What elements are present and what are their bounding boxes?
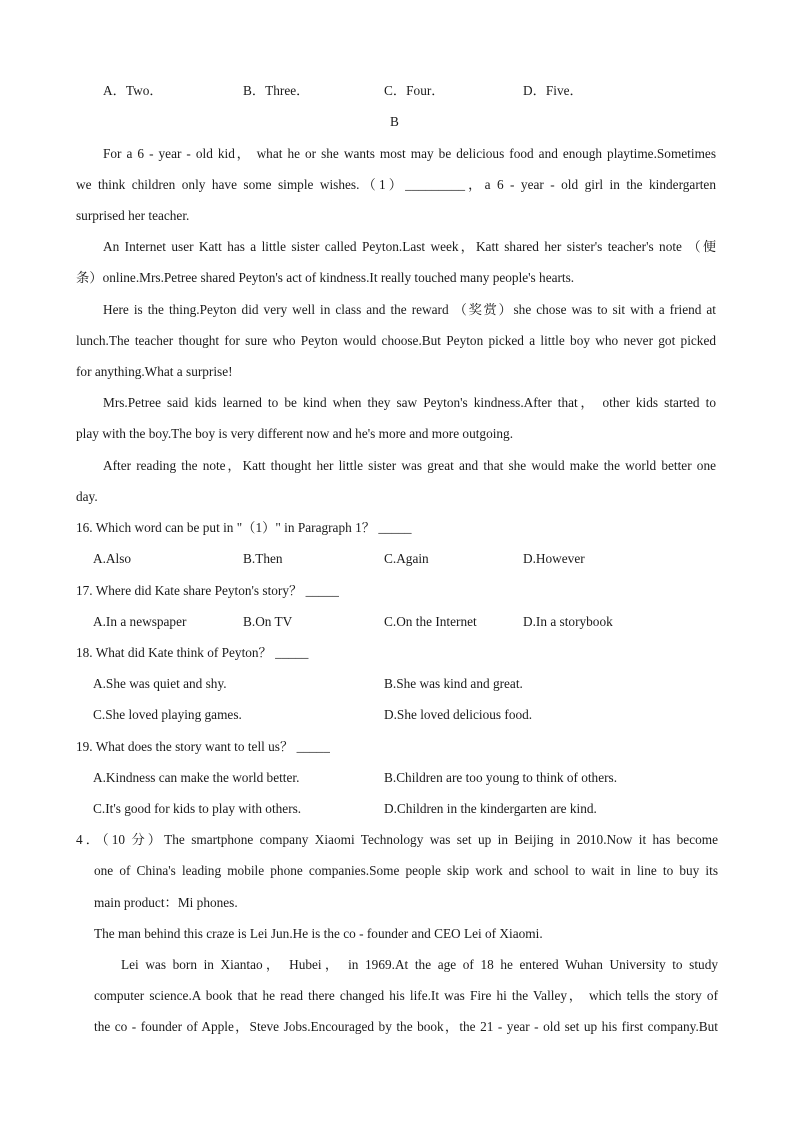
passage-line: The man behind this craze is Lei Jun.He is the co - founder and CEO Lei of Xiaomi.: [94, 926, 543, 941]
passage-line: we think children only have some simple wishes.（1）_________，a 6 - year - old girl in the kindergarten: [76, 177, 716, 192]
passage-line: After reading the note，Katt thought her little sister was great and that she would make the world better one: [103, 458, 716, 473]
passage-line: computer science.A book that he read there changed his life.It was Fire hi the Valley， which tells the story of: [94, 988, 718, 1003]
answer-option: D.Children in the kindergarten are kind.: [384, 801, 597, 816]
passage-line: the co - founder of Apple，Steve Jobs.Encouraged by the book，the 21 - year - old set up his first company.But: [94, 1019, 718, 1034]
passage-line: For a 6 - year - old kid， what he or she wants most may be delicious food and enough playtime.Sometimes: [103, 146, 716, 161]
q15-option-a: A．Two．: [103, 83, 163, 98]
answer-option: B.Children are too young to think of others.: [384, 770, 618, 785]
passage-line: Here is the thing.Peyton did very well in class and the reward （奖赏）she chose was to sit with a friend at: [103, 302, 716, 317]
q15-option-b: B．Three．: [243, 83, 310, 98]
question-stem: 18. What did Kate think of Peyton？ _____: [76, 645, 309, 660]
passage-line: for anything.What a surprise!: [76, 364, 233, 379]
answer-option: D.However: [523, 551, 585, 566]
answer-option: A.In a newspaper: [93, 614, 187, 629]
passage-line: An Internet user Katt has a little sister called Peyton.Last week，Katt shared her sister's teacher's note （便: [103, 239, 716, 254]
q15-option-d: D．Five．: [523, 83, 583, 98]
passage-line: Lei was born in Xiantao， Hubei， in 1969.At the age of 18 he entered Wuhan University to study: [121, 957, 718, 972]
answer-option: A.Also: [93, 551, 132, 566]
answer-option: D.In a storybook: [523, 614, 613, 629]
passage-line: Mrs.Petree said kids learned to be kind when they saw Peyton's kindness.After that， other kids started to: [103, 395, 716, 410]
answer-option: B.She was kind and great.: [384, 676, 523, 691]
passage-line: day.: [76, 489, 98, 504]
answer-option: A.She was quiet and shy.: [93, 676, 227, 691]
answer-option: C.It's good for kids to play with others.: [93, 801, 302, 816]
question-stem: 19. What does the story want to tell us？ _____: [76, 739, 330, 754]
passage-line: one of China's leading mobile phone companies.Some people skip work and school to wait in line to buy its: [94, 863, 718, 878]
question-stem: 16. Which word can be put in "（1）" in Paragraph 1？ _____: [76, 520, 412, 535]
answer-option: D.She loved delicious food.: [384, 707, 533, 722]
answer-option: C.She loved playing games.: [93, 707, 242, 722]
passage-line: surprised her teacher.: [76, 208, 190, 223]
question-stem: 17. Where did Kate share Peyton's story？ _____: [76, 583, 339, 598]
answer-option: B.Then: [243, 551, 283, 566]
answer-option: B.On TV: [243, 614, 293, 629]
answer-option: C.Again: [384, 551, 429, 566]
section-label: B: [390, 114, 399, 129]
q4-heading-line: 4．（10 分）The smartphone company Xiaomi Technology was set up in Beijing in 2010.Now it has become: [76, 832, 718, 847]
passage-line: main product：Mi phones.: [94, 895, 238, 910]
passage-line: lunch.The teacher thought for sure who Peyton would choose.But Peyton picked a little boy who never got picked: [76, 333, 716, 348]
passage-line: play with the boy.The boy is very different now and he's more and more outgoing.: [76, 426, 514, 441]
passage-line: 条）online.Mrs.Petree shared Peyton's act of kindness.It really touched many people's hearts.: [76, 270, 575, 285]
answer-option: A.Kindness can make the world better.: [93, 770, 300, 785]
answer-option: C.On the Internet: [384, 614, 477, 629]
q15-option-c: C．Four．: [384, 83, 445, 98]
